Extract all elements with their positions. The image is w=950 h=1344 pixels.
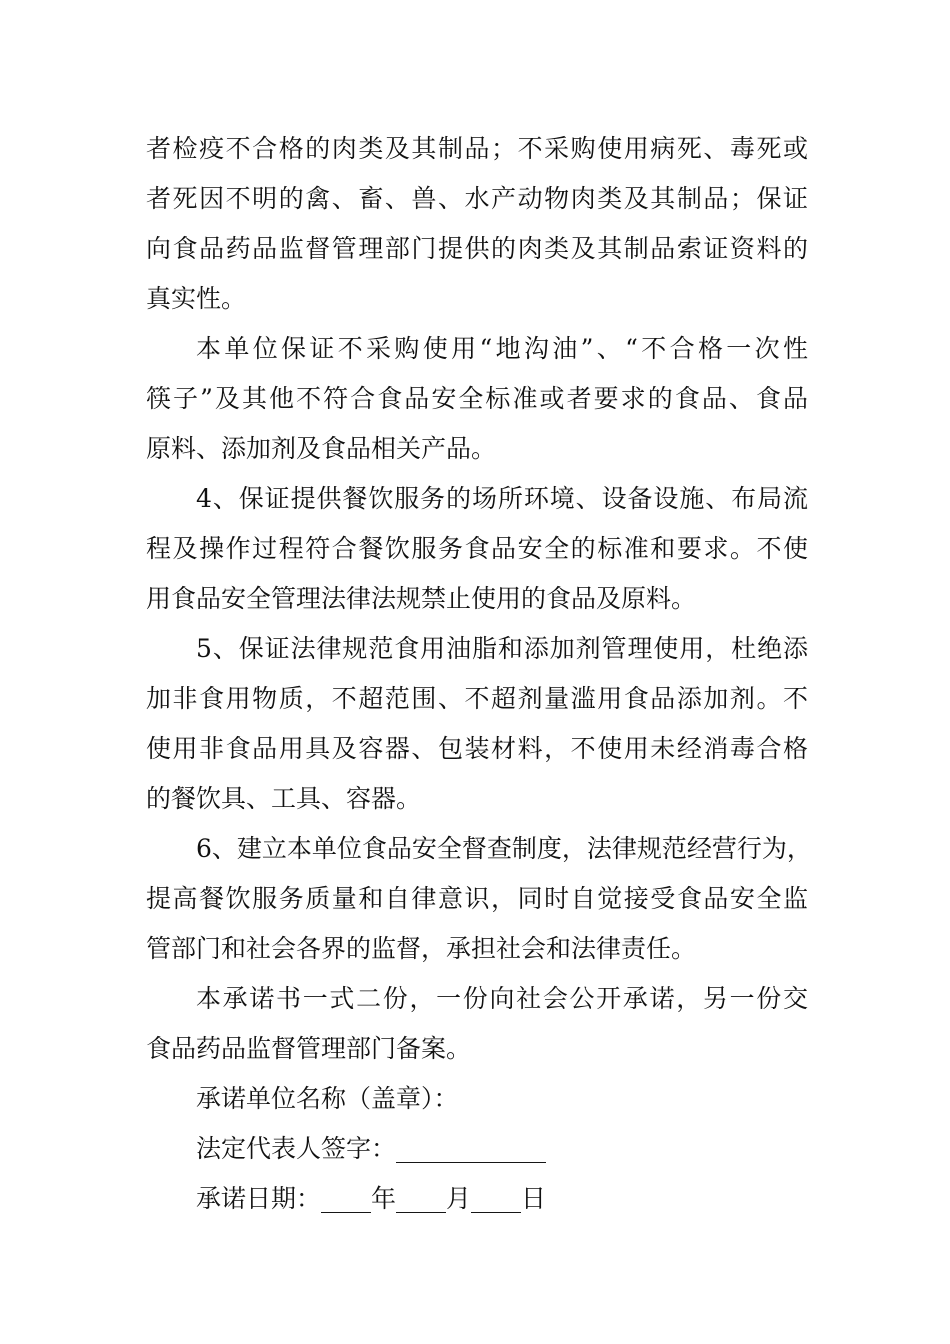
text-line: 加非食用物质，不超范围、不超剂量滥用食品添加剂。不 <box>146 684 808 713</box>
signature-block <box>146 1074 808 1224</box>
text-line: 的餐饮具、工具、容器。 <box>146 784 422 813</box>
paragraph-copies <box>146 974 808 1074</box>
unit-name-label: 承诺单位名称（盖章）： <box>196 1084 459 1113</box>
text-line: 者死因不明的禽、畜、兽、水产动物肉类及其制品；保证 <box>146 184 808 213</box>
text-line: 向食品药品监督管理部门提供的肉类及其制品索证资料的 <box>146 234 808 263</box>
text-line: 本单位保证不采购使用“地沟油”、“不合格一次性 <box>196 334 808 363</box>
text-line: 真实性。 <box>146 284 247 313</box>
text-line: 者检疫不合格的肉类及其制品；不采购使用病死、毒死或 <box>146 134 808 163</box>
paragraph-item-5 <box>146 624 808 824</box>
text-line: 5、保证法律规范食用油脂和添加剂管理使用，杜绝添 <box>196 634 808 663</box>
pledge-date-label: 承诺日期：____年____月____日 <box>196 1184 547 1213</box>
text-line: 4、保证提供餐饮服务的场所环境、设备设施、布局流 <box>196 484 808 513</box>
representative-signature-label: 法定代表人签字：____________ <box>196 1134 547 1163</box>
text-line: 原料、添加剂及食品相关产品。 <box>146 434 497 463</box>
document-body <box>146 124 812 1224</box>
text-line: 使用非食品用具及容器、包装材料，不使用未经消毒合格 <box>146 734 808 763</box>
paragraph-item-6 <box>146 824 812 974</box>
text-line: 筷子”及其他不符合食品安全标准或者要求的食品、食品 <box>146 384 808 413</box>
paragraph-meat-inspection <box>146 124 808 324</box>
text-line: 提高餐饮服务质量和自律意识，同时自觉接受食品安全监 <box>146 884 808 913</box>
text-line: 本承诺书一式二份，一份向社会公开承诺，另一份交 <box>196 984 808 1013</box>
paragraph-item-4 <box>146 474 808 624</box>
text-line: 食品药品监督管理部门备案。 <box>146 1034 472 1063</box>
text-line: 用食品安全管理法律法规禁止使用的食品及原料。 <box>146 584 697 613</box>
text-line: 管部门和社会各界的监督，承担社会和法律责任。 <box>146 934 697 963</box>
paragraph-gutter-oil <box>146 324 808 474</box>
text-line: 程及操作过程符合餐饮服务食品安全的标准和要求。不使 <box>146 534 808 563</box>
text-line: 6、建立本单位食品安全督查制度，法律规范经营行为， <box>196 834 812 863</box>
